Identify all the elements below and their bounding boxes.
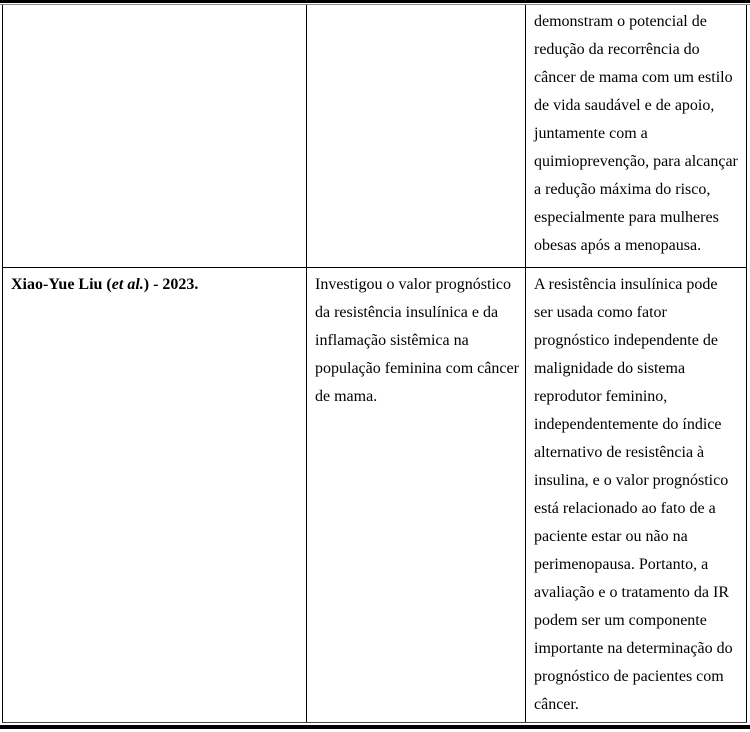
author-year: ) - 2023. [143, 275, 199, 293]
page-bottom-rule [0, 725, 750, 729]
text-line: prognóstico independente de [534, 331, 718, 349]
cell-paragraph [315, 271, 517, 411]
text-line: inflamação sistêmica na [315, 331, 469, 349]
text-line: câncer. [534, 695, 579, 713]
text-line: redução da recorrência do [534, 41, 700, 58]
author-etal: et al. [111, 275, 144, 293]
text-line: demonstram o potencial de [534, 13, 707, 30]
text-line: juntamente com a [534, 125, 648, 142]
text-line: de vida saudável e de apoio, [534, 97, 715, 114]
text-line: câncer de mama com um estilo [534, 69, 733, 86]
text-line: reprodutor feminino, [534, 387, 668, 405]
text-line: avaliação e o tratamento da IR [534, 583, 730, 601]
text-line: obesas após a menopausa. [534, 237, 702, 254]
text-line: alternativo de resistência à [534, 443, 705, 461]
text-line: perimenopausa. Portanto, a [534, 555, 709, 573]
text-line: prognóstico de pacientes com [534, 667, 724, 685]
author-name: Xiao-Yue Liu ( [11, 275, 112, 293]
cell-author [3, 267, 307, 722]
table-row [3, 267, 747, 722]
cell-conclusion [526, 267, 747, 722]
text-line: quimioprevenção, para alcançar [534, 153, 738, 170]
text-line: importante na determinação do [534, 639, 733, 657]
cell-objective-empty [307, 5, 526, 267]
cell-conclusion [526, 5, 747, 267]
author-citation [11, 271, 298, 299]
text-line: malignidade do sistema [534, 359, 686, 377]
text-line: está relacionado ao fato de a [534, 499, 716, 517]
cell-paragraph [534, 271, 738, 719]
text-line: população feminina com câncer [315, 359, 519, 377]
text-line: ser usada como fator [534, 303, 667, 321]
text-line: Investigou o valor prognóstico [315, 275, 511, 293]
page-top-rule [0, 0, 750, 3]
text-line: podem ser um componente [534, 611, 707, 629]
text-line: da resistência insulínica e da [315, 303, 499, 321]
text-line: A resistência insulínica pode [534, 275, 718, 293]
literature-review-table [2, 5, 747, 723]
cell-paragraph [534, 8, 738, 260]
cell-objective [307, 267, 526, 722]
text-line: de mama. [315, 387, 378, 405]
text-line: paciente estar ou não na [534, 527, 688, 545]
cell-author-empty [3, 5, 307, 267]
text-line: independentemente do índice [534, 415, 722, 433]
text-line: especialmente para mulheres [534, 209, 719, 226]
text-line: insulina, e o valor prognóstico [534, 471, 729, 489]
text-line: a redução máxima do risco, [534, 181, 711, 198]
table-row [3, 5, 747, 267]
